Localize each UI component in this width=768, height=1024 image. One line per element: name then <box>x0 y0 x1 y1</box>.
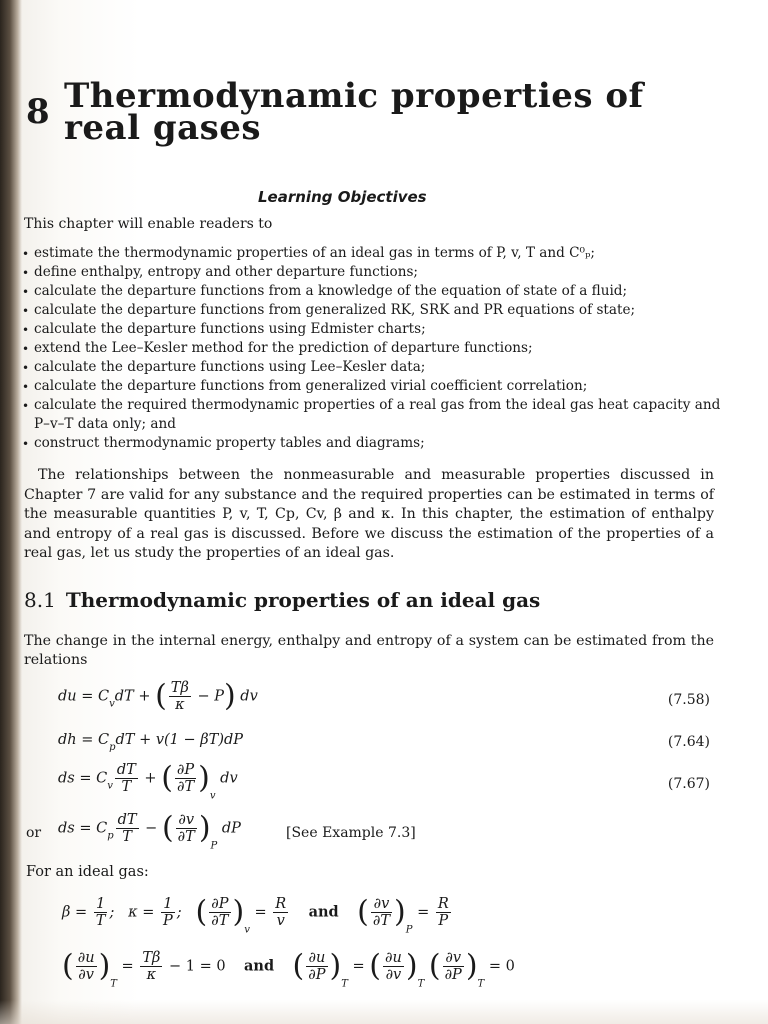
equation-ideal-gas-2: ( $\frac{\partial u}{\partial v}$ )$_T$ = $\frac{T\beta}{\kappa}$ − 1 = 0 and ( $\frac{\partial u}{\partial P}$ )$_T$ = ( $\frac{\partial u}{\partial v}$ )$_T$ ( $\frac{\partial v}{\partial P}$ )$_T = 0$ <box>62 948 515 990</box>
section-title: Thermodynamic properties of an ideal gas <box>65 588 541 612</box>
equation-ds-1: ds = $C_v$ $\frac{dT}{T}$ + ( $\frac{\partial P}{\partial T}$ )$_v$ dv <box>58 760 238 802</box>
objective-item: • extend the Lee–Kesler method for the prediction of departure functions; <box>22 339 722 358</box>
chapter-number: 8 <box>26 92 50 132</box>
equation-ds-2: ds = $C_p$ $\frac{dT}{T}$ − ( $\frac{\partial v}{\partial T}$ )$_P$ dP <box>58 810 241 852</box>
and-word: and <box>308 903 339 921</box>
equation-number-3: (7.67) <box>667 776 710 792</box>
objective-item: • calculate the departure functions from generalized RK, SRK and PR equations of state; <box>22 301 722 320</box>
objectives-list <box>22 244 722 453</box>
section-intro: The change in the internal energy, enthalpy and entropy of a system can be estimated from the relations <box>24 633 714 668</box>
or-label: or <box>26 825 42 841</box>
body-paragraph: The relationships between the nonmeasurable and measurable properties discussed in Chapter 7 are valid for any substance and the required properties can be estimated in terms of the measurable quantities P, v, T, Cp, Cv, β and κ. In this chapter, the estimation of enthalpy and entropy of a real gas is discussed. Before we discuss the estimation of the properties of a real gas, let us study the properties of an ideal gas. <box>24 467 714 561</box>
chapter-title: Thermodynamic properties of real gases <box>64 76 644 148</box>
and-word: and <box>244 957 275 975</box>
objective-item: • construct thermodynamic property tables and diagrams; <box>22 434 722 453</box>
objective-item: • estimate the thermodynamic properties of an ideal gas in terms of P, v, T and C⁰ₚ; <box>22 244 722 263</box>
learning-objectives-heading: Learning Objectives <box>258 188 427 206</box>
book-spine-shadow <box>0 0 22 1024</box>
section-number: 8.1 <box>24 588 56 612</box>
equation-ideal-gas-1: β = $\frac{1}{T}$ ; κ = $\frac{1}{P}$ ; ( $\frac{\partial P}{\partial T}$ )$_v$ = $\frac{R}{v}$ and ( $\frac{\partial v}{\partial T}$ )$_P$ = $\frac{R}{P}$ <box>62 894 449 936</box>
equation-du: du = $C_vdT$ + ( $\frac{T\beta}{\kappa}$ − P) dv <box>58 678 258 714</box>
objective-item: • calculate the departure functions from generalized virial coefficient correlation; <box>22 377 722 396</box>
objective-item: • calculate the departure functions using Lee–Kesler data; <box>22 358 722 377</box>
equation-dh: dh = $C_pdT + v(1 - \beta T)dP$ <box>58 732 244 753</box>
equation-number-2: (7.64) <box>667 734 710 750</box>
equation-number-1: (7.58) <box>667 692 710 708</box>
ideal-gas-label: For an ideal gas: <box>26 864 149 880</box>
objective-item: • define enthalpy, entropy and other departure functions; <box>22 263 722 282</box>
see-example-note: [See Example 7.3] <box>286 825 416 841</box>
objective-item: • calculate the required thermodynamic properties of a real gas from the ideal gas heat capacity and P–v–T data only; and <box>22 396 722 434</box>
section-heading <box>24 588 540 612</box>
page-bottom-shadow <box>0 1000 768 1024</box>
objectives-intro: This chapter will enable readers to <box>24 216 273 232</box>
objective-item: • calculate the departure functions from a knowledge of the equation of state of a fluid; <box>22 282 722 301</box>
objective-item: • calculate the departure functions using Edmister charts; <box>22 320 722 339</box>
